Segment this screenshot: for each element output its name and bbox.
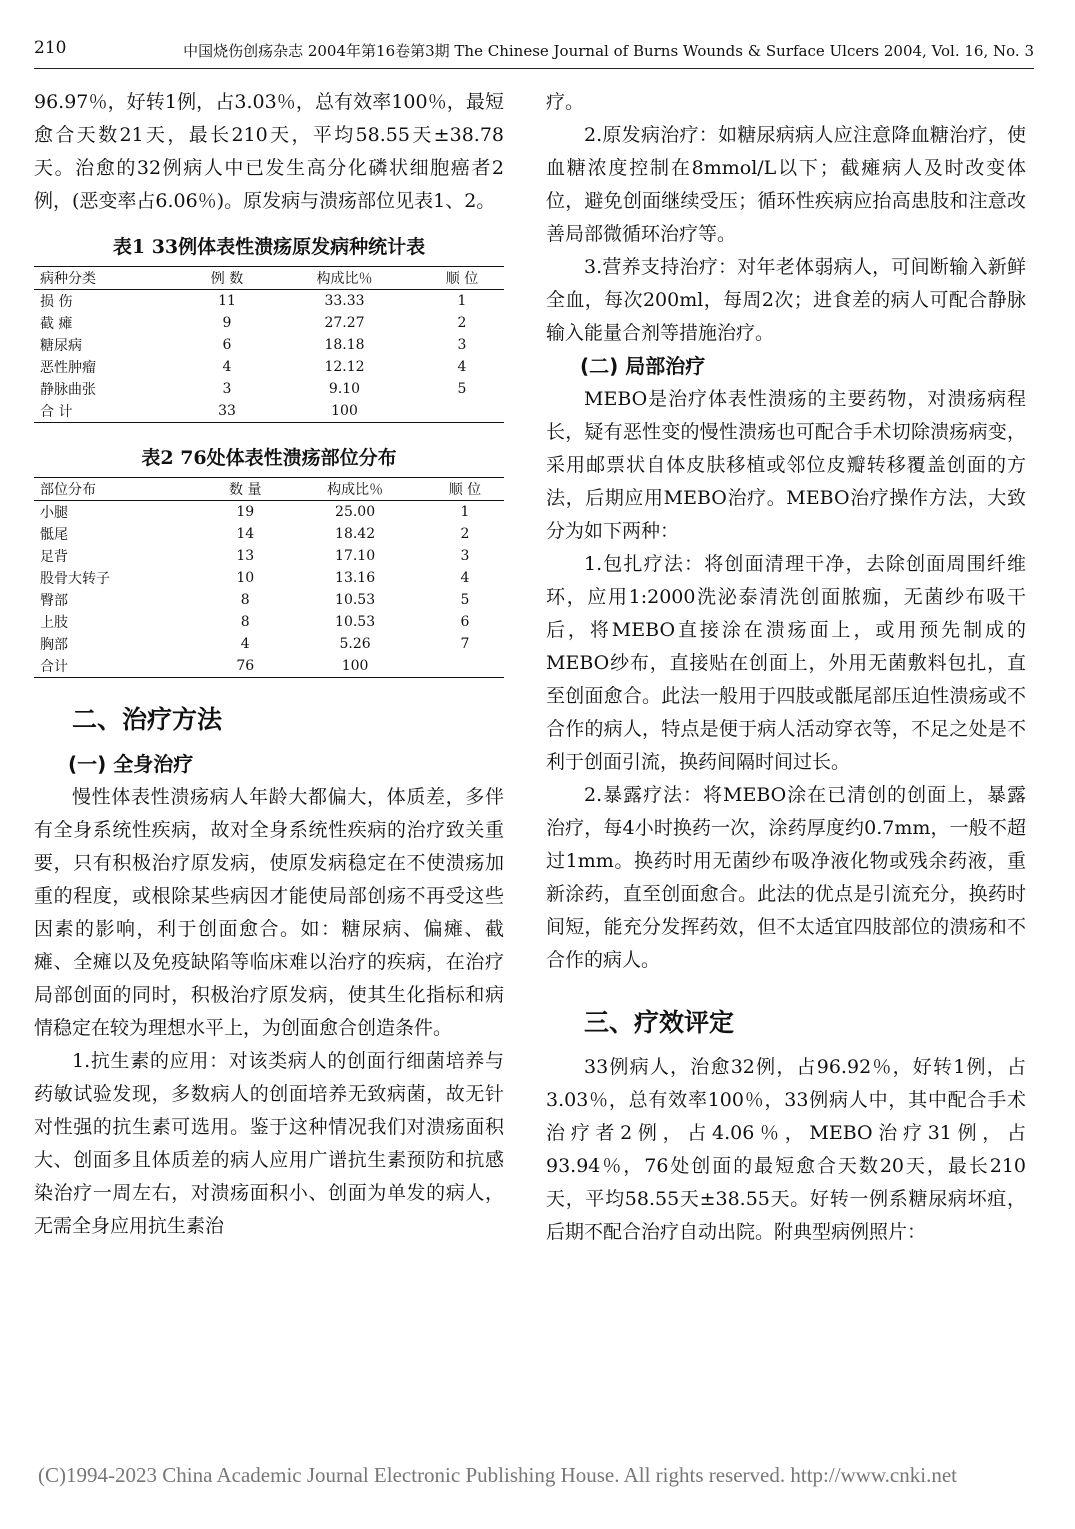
paragraph: 3.营养支持治疗：对年老体弱病人，可间断输入新鲜全血，每次200ml，每周2次；进食差的病人可配合静脉输入能量合剂等措施治疗。 [546,256,1026,344]
table-row [34,400,504,423]
table-cell: 14 [236,526,255,542]
table-cell: 足背 [40,549,68,565]
table-cell [420,655,504,678]
table-header: 数 量 [229,482,262,498]
table-cell: 股骨大转子 [40,571,110,587]
table-row [34,589,504,611]
paragraph: 2.原发病治疗：如糖尿病病人应注意降血糖治疗，使血糖浓度控制在8mmol/L以下；截瘫病人及时改变体位，避免创面继续受压；循环性疾病应抬高患肢和注意改善局部微循环治疗等。 [546,124,1026,245]
table-cell: 33.33 [324,293,365,309]
table2-caption: 表2 76处体表性溃疡部位分布 [141,447,397,469]
table-header: 顺 位 [445,271,479,287]
table-cell: 上肢 [40,615,68,631]
table-cell: 76 [236,658,255,674]
table-cell: 7 [460,636,470,652]
table-cell: 17.10 [335,548,376,564]
table-cell: 6 [460,614,470,630]
table-cell: 10 [236,570,255,586]
table-cell: 臀部 [40,593,68,609]
table2 [34,477,504,678]
left-column [34,86,504,1243]
copyright-footer: (C)1994-2023 China Academic Journal Electronic Publishing House. All rights reserved. http://www.cnki.net [38,1463,957,1487]
table-header: 病种分类 [40,271,96,287]
table-row [34,611,504,633]
table-header: 顺 位 [448,482,482,498]
table-cell: 25.00 [335,504,376,520]
table-cell: 3 [457,337,467,353]
journal-title: 中国烧伤创疡杂志 2004年第16卷第3期 The Chinese Journal of Burns Wounds & Surface Ulcers 2004, Vol. 16, No. 3 [183,42,1034,60]
table-cell: 4 [457,359,467,375]
table-cell: 5.26 [339,636,371,652]
table-cell: 胸部 [40,637,68,653]
table-cell: 2 [460,526,470,542]
section-heading: 二、治疗方法 [72,705,223,734]
table-header: 部位分布 [40,482,96,498]
table-header: 例 数 [210,271,244,287]
table-cell: 13.16 [335,570,376,586]
table-cell: 小腿 [40,505,68,521]
table-cell: 12.12 [324,359,365,375]
table-cell: 5 [460,592,470,608]
table-cell: 恶性肿瘤 [40,360,96,376]
paragraph: 疗。 [546,91,585,113]
table-cell: 9.10 [328,381,361,397]
table-cell: 10.53 [335,592,376,608]
table-cell: 8 [240,614,250,630]
paragraph: 2.暴露疗法：将MEBO涂在已清创的创面上，暴露治疗，每4小时换药一次，涂药厚度约0.7mm，一般不超过1mm。换药时用无菌纱布吸净液化物或残余药液，重新涂药，直至创面愈合。此法的优点是引流充分，换药时间短，能充分发挥药效，但不太适宜四肢部位的溃疡和不合作的病人。 [546,784,1026,971]
table-cell: 10.53 [335,614,376,630]
table-cell: 截 瘫 [40,316,73,332]
table-row [34,290,504,313]
table-cell: 5 [457,381,467,397]
table-cell: 33 [218,403,236,419]
table-row [34,567,504,589]
table-cell: 4 [460,570,470,586]
table-header-row [34,267,504,290]
table-cell: 骶尾 [40,527,68,543]
table-row [34,655,504,678]
paragraph: 1.包扎疗法：将创面清理干净，去除创面周围纤维环，应用1:2000洗泌泰清洗创面脓痂，无菌纱布吸干后，将MEBO直接涂在溃疡面上，或用预先制成的MEBO纱布，直接贴在创面上，外用无菌敷料包扎，直至创面愈合。此法一般用于四肢或骶尾部压迫性溃疡或不合作的病人，特点是便于病人活动穿衣等，不足之处是不利于创面引流，换药间隔时间过长。 [546,553,1026,773]
table-cell: 3 [222,381,232,397]
table-cell: 糖尿病 [40,338,82,354]
table-header: 构成比％ [327,482,384,498]
page-number: 210 [34,38,67,58]
table-cell: 合 计 [40,404,73,420]
table-row [34,378,504,400]
table-row [34,633,504,655]
table-row [34,356,504,378]
table-cell [414,400,504,423]
table-cell: 18.42 [335,526,376,542]
table-cell: 合计 [40,659,68,675]
table-cell: 100 [341,658,369,674]
table-cell: 11 [218,293,236,309]
table-cell: 1 [460,504,470,520]
table-cell: 100 [331,403,358,419]
table-row [34,501,504,524]
table-row [34,523,504,545]
table-row [34,312,504,334]
paragraph: 33例病人，治愈32例，占96.92％，好转1例，占3.03％，总有效率100％，33例病人中，其中配合手术治疗者2例，占4.06％，MEBO治疗31例，占93.94％，76处创面的最短愈合天数20天，最长210天，平均58.55天±38.55天。好转一例系糖尿病坏疽，后期不配合治疗自动出院。附典型病例照片： [546,1056,1026,1243]
table-cell: 8 [240,592,250,608]
table-cell: 4 [222,359,232,375]
table-cell: 27.27 [324,315,365,331]
table-row [34,334,504,356]
table1 [34,266,504,423]
paragraph: 1.抗生素的应用：对该类病人的创面行细菌培养与药敏试验发现，多数病人的创面培养无致病菌，故无针对性强的抗生素可选用。鉴于这种情况我们对溃疡面积大、创面多且体质差的病人应用广谱抗生素预防和抗感染治疗一周左右，对溃疡面积小、创面为单发的病人，无需全身应用抗生素治 [34,1050,504,1237]
table-cell: 19 [236,504,255,520]
page-header [34,38,1034,66]
table-cell: 13 [236,548,255,564]
table-cell: 2 [457,315,467,331]
header-rule [34,68,1034,69]
table-cell: 3 [460,548,470,564]
table-cell: 1 [457,293,467,309]
table-cell: 损 伤 [40,294,73,310]
table-row [34,545,504,567]
subsection-heading: (二) 局部治疗 [580,354,706,378]
section-heading: 三、疗效评定 [584,1008,735,1037]
right-column [546,86,1026,1249]
table1-caption: 表1 33例体表性溃疡原发病种统计表 [112,236,426,258]
subsection-heading: (一) 全身治疗 [68,752,194,776]
table-cell: 4 [240,636,250,652]
paragraph: 慢性体表性溃疡病人年龄大都偏大，体质差，多伴有全身系统性疾病，故对全身系统性疾病的治疗致关重要，只有积极治疗原发病，使原发病稳定在不使溃疡加重的程度，或根除某些病因才能使局部创疡不再受这些因素的影响，利于创面愈合。如：糖尿病、偏瘫、截瘫、全瘫以及免疫缺陷等临床难以治疗的疾病，在治疗局部创面的同时，积极治疗原发病，使其生化指标和病情稳定在较为理想水平上，为创面愈合创造条件。 [34,786,504,1039]
table-cell: 9 [222,315,232,331]
table-header: 构成比％ [316,271,373,287]
paragraph: 96.97％，好转1例，占3.03％，总有效率100％，最短愈合天数21天，最长210天，平均58.55天±38.78天。治愈的32例病人中已发生高分化磷状细胞癌者2例，(恶变率占6.06％)。原发病与溃疡部位见表1、2。 [34,91,504,212]
table-cell: 18.18 [324,337,365,353]
table-cell: 6 [222,337,232,353]
table-cell: 静脉曲张 [40,382,96,398]
paragraph: MEBO是治疗体表性溃疡的主要药物，对溃疡病程长，疑有恶性变的慢性溃疡也可配合手术切除溃疡病变，采用邮票状自体皮肤移植或邻位皮瓣转移覆盖创面的方法，后期应用MEBO治疗。MEBO治疗操作方法，大致分为如下两种： [546,388,1026,542]
table-header-row [34,478,504,501]
